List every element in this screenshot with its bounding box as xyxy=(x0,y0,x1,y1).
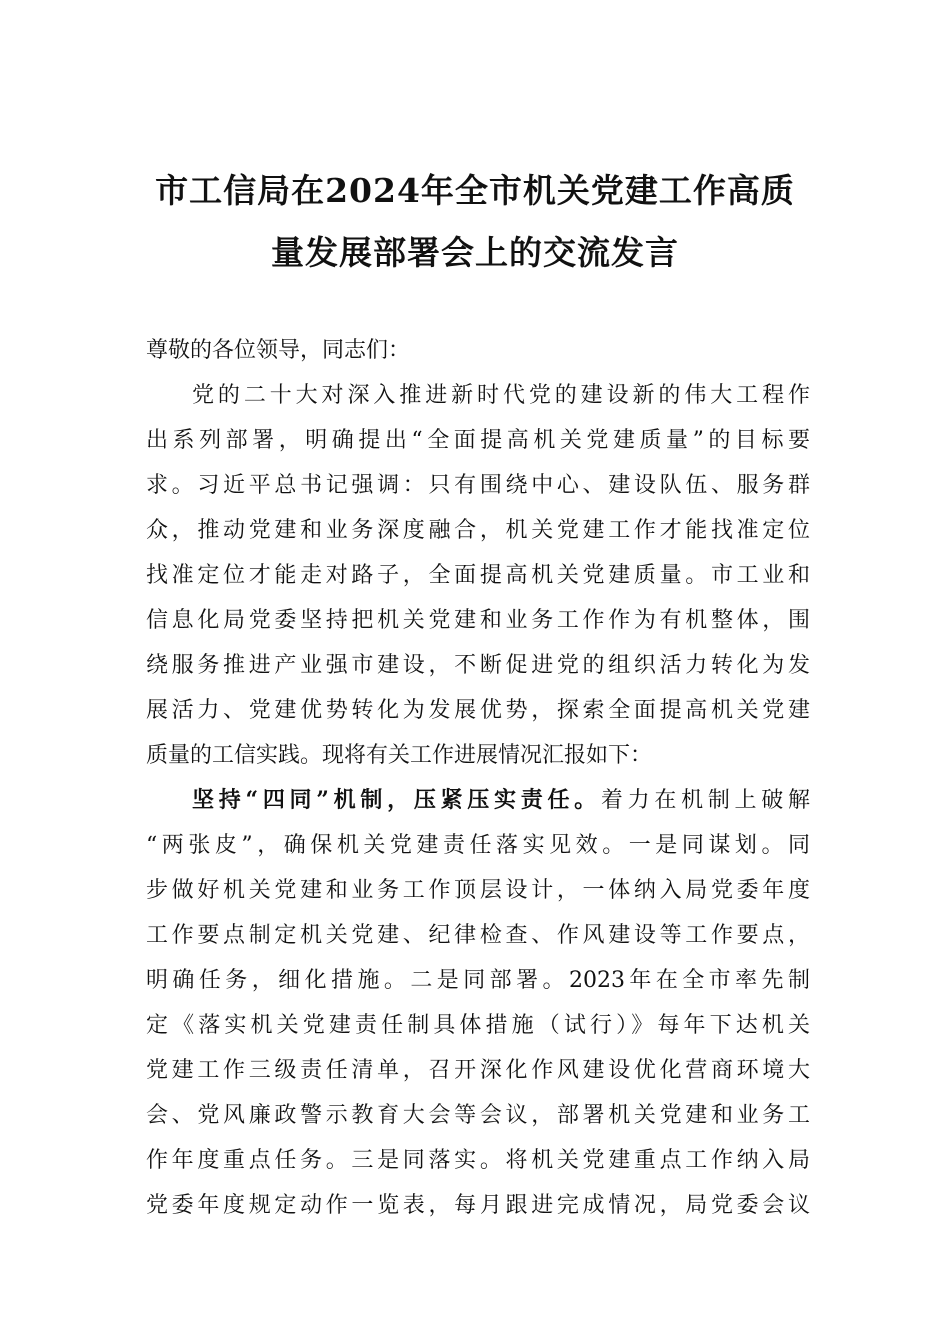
title-line-1: 市工信局在2024年全市机关党建工作高质 xyxy=(155,171,795,210)
paragraph-1-line: 展活力、党建优势转化为发展优势，探索全面提高机关党建 xyxy=(146,698,810,723)
paragraph-2-line: 步做好机关党建和业务工作顶层设计，一体纳入局党委年度 xyxy=(146,878,810,903)
paragraph-1-line: 质量的工信实践。现将有关工作进展情况汇报如下： xyxy=(146,743,653,768)
paragraph-1-line: 找准定位才能走对路子，全面提高机关党建质量。市工业和 xyxy=(146,563,810,588)
paragraph-2-first-line xyxy=(146,778,810,823)
paragraph-2-line: 明确任务，细化措施。二是同部署。2023年在全市率先制 xyxy=(146,968,810,993)
document-title xyxy=(130,160,820,284)
paragraph-2-line: “两张皮”，确保机关党建责任落实见效。一是同谋划。同 xyxy=(146,833,810,858)
paragraph-1-line: 信息化局党委坚持把机关党建和业务工作作为有机整体，围 xyxy=(146,608,810,633)
paragraph-2-line: 会、党风廉政警示教育大会等会议，部署机关党建和业务工 xyxy=(146,1103,810,1128)
paragraph-2-line: 党委年度规定动作一览表，每月跟进完成情况，局党委会议 xyxy=(146,1193,810,1218)
paragraph-2-line: 定《落实机关党建责任制具体措施（试行）》每年下达机关 xyxy=(146,1013,810,1038)
paragraph-1-line: 绕服务推进产业强市建设，不断促进党的组织活力转化为发 xyxy=(146,653,810,678)
paragraph-2-line: 工作要点制定机关党建、纪律检查、作风建设等工作要点， xyxy=(146,923,810,948)
paragraph-1-line: 求。习近平总书记强调：只有围绕中心、建设队伍、服务群 xyxy=(146,473,810,498)
paragraph-1-line: 党的二十大对深入推进新时代党的建设新的伟大工程作 xyxy=(192,383,810,408)
paragraph-2-line: 作年度重点任务。三是同落实。将机关党建重点工作纳入局 xyxy=(146,1148,810,1173)
title-line-2: 量发展部署会上的交流发言 xyxy=(271,233,679,272)
document-body xyxy=(146,328,810,1228)
paragraph-2-first-tail: 着力在机制上破解 xyxy=(600,788,810,813)
salutation: 尊敬的各位领导，同志们： xyxy=(146,338,411,363)
paragraph-1 xyxy=(146,373,810,778)
paragraph-2-heading: 坚持“四同”机制，压紧压实责任。 xyxy=(192,787,601,813)
paragraph-2 xyxy=(146,778,810,1228)
paragraph-1-line: 出系列部署，明确提出“全面提高机关党建质量”的目标要 xyxy=(146,428,810,453)
paragraph-1-line: 众，推动党建和业务深度融合，机关党建工作才能找准定位 xyxy=(146,518,810,543)
paragraph-2-line: 党建工作三级责任清单，召开深化作风建设优化营商环境大 xyxy=(146,1058,810,1083)
